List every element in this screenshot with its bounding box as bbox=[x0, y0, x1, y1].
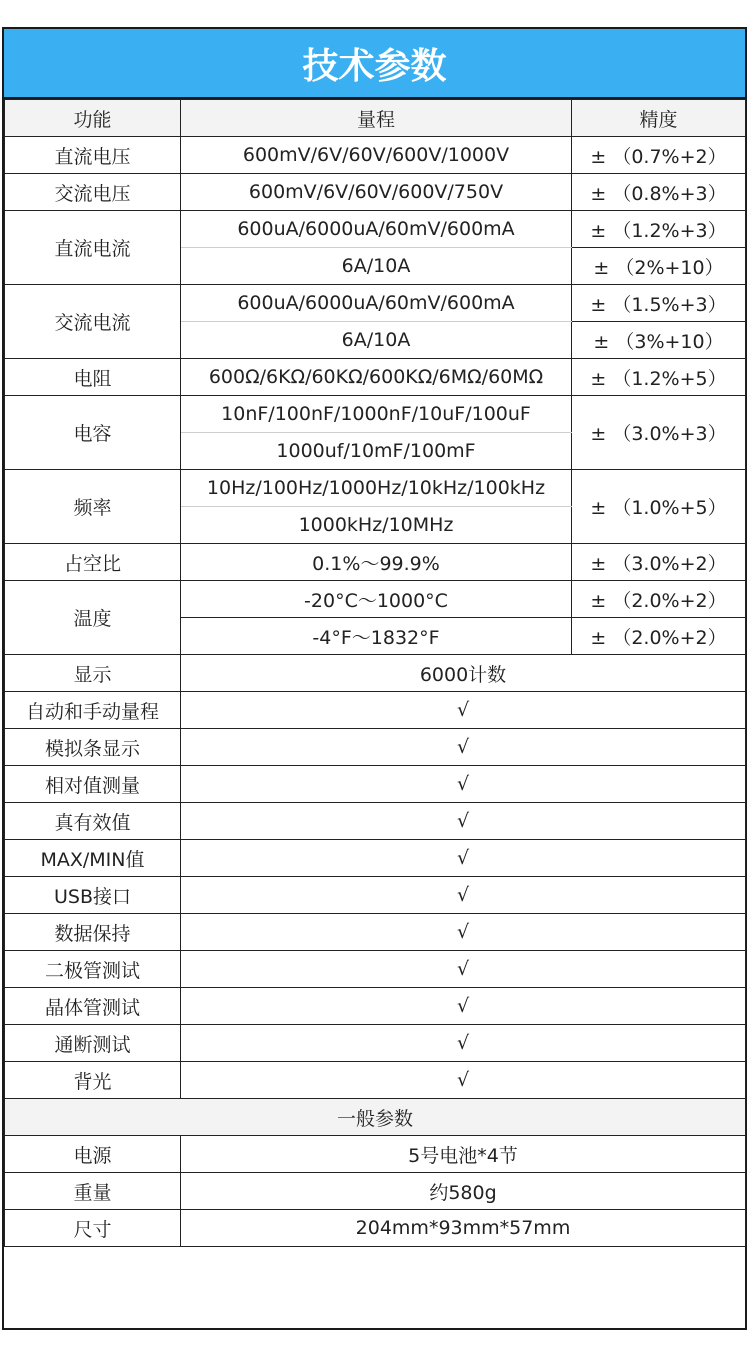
check-mark: √ bbox=[181, 877, 746, 914]
check-mark: √ bbox=[181, 914, 746, 951]
row-label-dcv: 直流电压 bbox=[5, 137, 181, 174]
feature-row bbox=[5, 692, 746, 729]
feature-label: 二极管测试 bbox=[5, 951, 181, 988]
feature-row bbox=[5, 803, 746, 840]
range-dca-1: 600uA/6000uA/60mV/600mA bbox=[181, 211, 572, 248]
row-label-display: 显示 bbox=[5, 655, 181, 692]
accuracy-res: ± （1.2%+5） bbox=[572, 359, 746, 396]
header-accuracy: 精度 bbox=[572, 100, 746, 137]
table-row bbox=[5, 1173, 746, 1210]
check-mark: √ bbox=[181, 766, 746, 803]
feature-row bbox=[5, 729, 746, 766]
table-row bbox=[5, 544, 746, 581]
spec-table bbox=[4, 99, 746, 1247]
range-freq-2: 1000kHz/10MHz bbox=[181, 507, 572, 544]
feature-label: 数据保持 bbox=[5, 914, 181, 951]
accuracy-cap: ± （3.0%+3） bbox=[572, 396, 746, 470]
range-acv: 600mV/6V/60V/600V/750V bbox=[181, 174, 572, 211]
row-label-power: 电源 bbox=[5, 1136, 181, 1173]
row-label-dca: 直流电流 bbox=[5, 211, 181, 285]
table-row bbox=[5, 1136, 746, 1173]
feature-row bbox=[5, 914, 746, 951]
range-dcv: 600mV/6V/60V/600V/1000V bbox=[181, 137, 572, 174]
table-row bbox=[5, 137, 746, 174]
check-mark: √ bbox=[181, 803, 746, 840]
table-row bbox=[5, 174, 746, 211]
accuracy-duty: ± （3.0%+2） bbox=[572, 544, 746, 581]
range-aca-1: 600uA/6000uA/60mV/600mA bbox=[181, 285, 572, 322]
row-label-acv: 交流电压 bbox=[5, 174, 181, 211]
weight-value: 约580g bbox=[181, 1173, 746, 1210]
feature-row bbox=[5, 840, 746, 877]
feature-row bbox=[5, 877, 746, 914]
general-heading: 一般参数 bbox=[5, 1099, 746, 1136]
range-res: 600Ω/6KΩ/60KΩ/600KΩ/6MΩ/60MΩ bbox=[181, 359, 572, 396]
check-mark: √ bbox=[181, 951, 746, 988]
table-row bbox=[5, 581, 746, 618]
range-cap-2: 1000uf/10mF/100mF bbox=[181, 433, 572, 470]
feature-label: 模拟条显示 bbox=[5, 729, 181, 766]
spec-sheet bbox=[2, 27, 747, 1330]
accuracy-dcv: ± （0.7%+2） bbox=[572, 137, 746, 174]
table-row bbox=[5, 211, 746, 248]
feature-row bbox=[5, 951, 746, 988]
table-row bbox=[5, 359, 746, 396]
table-row bbox=[5, 396, 746, 433]
check-mark: √ bbox=[181, 692, 746, 729]
range-aca-2: 6A/10A bbox=[181, 322, 572, 359]
row-label-size: 尺寸 bbox=[5, 1210, 181, 1247]
check-mark: √ bbox=[181, 988, 746, 1025]
accuracy-temp-2: ± （2.0%+2） bbox=[572, 618, 746, 655]
accuracy-acv: ± （0.8%+3） bbox=[572, 174, 746, 211]
check-mark: √ bbox=[181, 1025, 746, 1062]
table-header-row bbox=[5, 100, 746, 137]
range-cap-1: 10nF/100nF/1000nF/10uF/100uF bbox=[181, 396, 572, 433]
row-label-freq: 频率 bbox=[5, 470, 181, 544]
row-label-aca: 交流电流 bbox=[5, 285, 181, 359]
feature-label: USB接口 bbox=[5, 877, 181, 914]
table-row bbox=[5, 285, 746, 322]
feature-row bbox=[5, 1062, 746, 1099]
table-row bbox=[5, 470, 746, 507]
feature-label: 相对值测量 bbox=[5, 766, 181, 803]
accuracy-aca-1: ± （1.5%+3） bbox=[572, 285, 746, 322]
feature-label: 通断测试 bbox=[5, 1025, 181, 1062]
display-value: 6000计数 bbox=[181, 655, 746, 692]
header-range: 量程 bbox=[181, 100, 572, 137]
header-function: 功能 bbox=[5, 100, 181, 137]
row-label-cap: 电容 bbox=[5, 396, 181, 470]
accuracy-dca-2: ± （2%+10） bbox=[572, 248, 746, 285]
check-mark: √ bbox=[181, 729, 746, 766]
general-section-row bbox=[5, 1099, 746, 1136]
feature-row bbox=[5, 766, 746, 803]
range-temp-2: -4°F～1832°F bbox=[181, 618, 572, 655]
power-value: 5号电池*4节 bbox=[181, 1136, 746, 1173]
check-mark: √ bbox=[181, 840, 746, 877]
check-mark: √ bbox=[181, 1062, 746, 1099]
feature-label: 背光 bbox=[5, 1062, 181, 1099]
accuracy-aca-2: ± （3%+10） bbox=[572, 322, 746, 359]
row-label-duty: 占空比 bbox=[5, 544, 181, 581]
range-freq-1: 10Hz/100Hz/1000Hz/10kHz/100kHz bbox=[181, 470, 572, 507]
accuracy-temp-1: ± （2.0%+2） bbox=[572, 581, 746, 618]
row-label-res: 电阻 bbox=[5, 359, 181, 396]
feature-label: 晶体管测试 bbox=[5, 988, 181, 1025]
feature-label: MAX/MIN值 bbox=[5, 840, 181, 877]
accuracy-dca-1: ± （1.2%+3） bbox=[572, 211, 746, 248]
range-duty: 0.1%～99.9% bbox=[181, 544, 572, 581]
accuracy-freq: ± （1.0%+5） bbox=[572, 470, 746, 544]
range-temp-1: -20°C～1000°C bbox=[181, 581, 572, 618]
size-value: 204mm*93mm*57mm bbox=[181, 1210, 746, 1247]
row-label-weight: 重量 bbox=[5, 1173, 181, 1210]
feature-row bbox=[5, 1025, 746, 1062]
feature-label: 自动和手动量程 bbox=[5, 692, 181, 729]
page-title: 技术参数 bbox=[4, 29, 745, 99]
table-row bbox=[5, 655, 746, 692]
range-dca-2: 6A/10A bbox=[181, 248, 572, 285]
feature-row bbox=[5, 988, 746, 1025]
feature-label: 真有效值 bbox=[5, 803, 181, 840]
row-label-temp: 温度 bbox=[5, 581, 181, 655]
table-row bbox=[5, 1210, 746, 1247]
